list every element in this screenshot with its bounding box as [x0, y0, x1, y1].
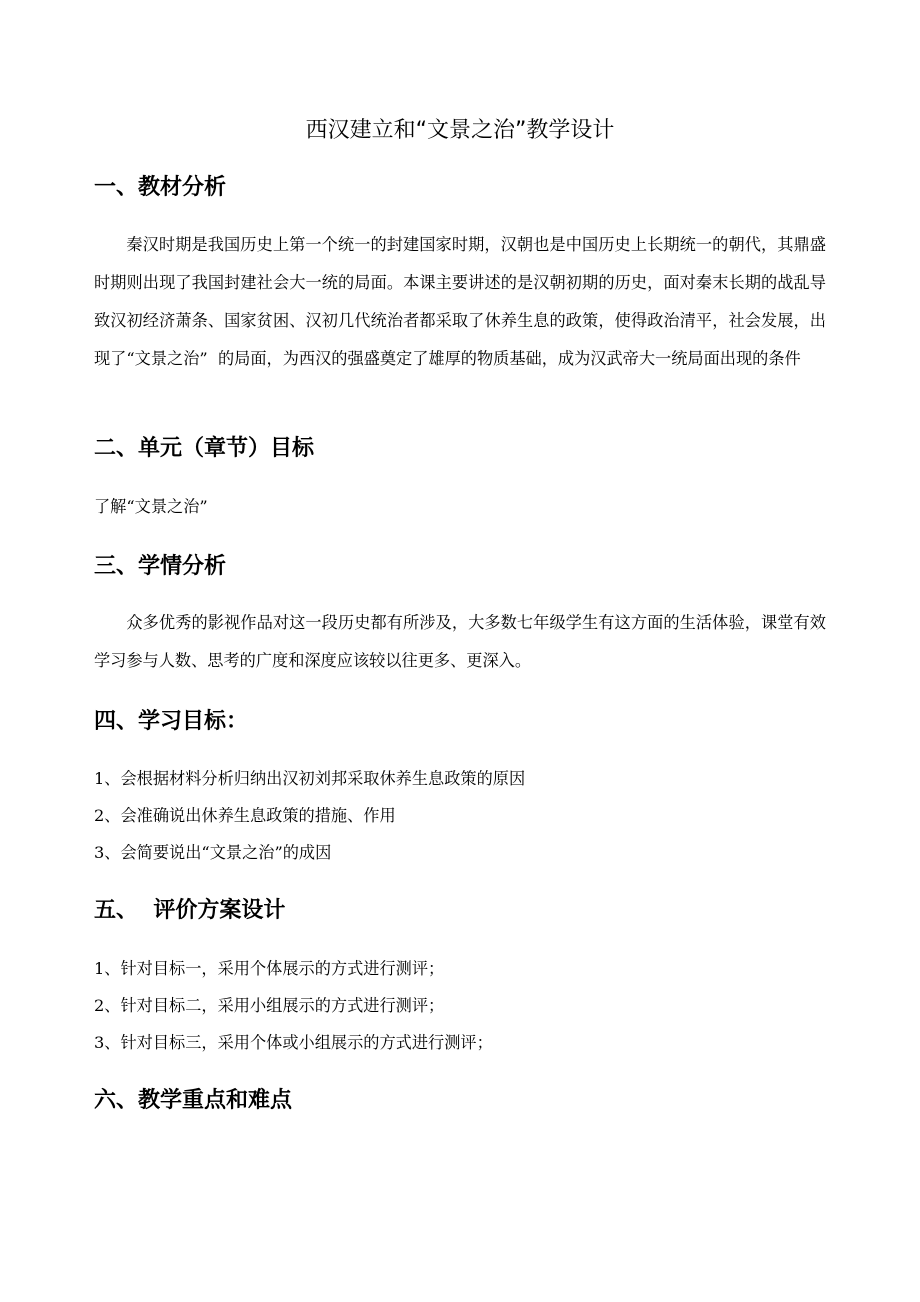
objective-line-1: 1、会根据材料分析归纳出汉初刘邦采取休养生息政策的原因: [94, 769, 526, 788]
assessment-line-2: 2、针对目标二，采用小组展示的方式进行测评；: [94, 996, 445, 1015]
section-paragraph-learner-analysis: 众多优秀的影视作品对这一段历史都有所涉及，大多数七年级学生有这方面的生活体验，课堂有效学习参与人数、思考的广度和深度应该较以往更多、更深入。: [94, 613, 826, 670]
section-heading-assessment-design: 五、 评价方案设计: [94, 898, 286, 923]
section-heading-unit-goals: 二、单元（章节）目标: [94, 436, 315, 461]
assessment-line-3: 3、针对目标三，采用个体或小组展示的方式进行测评；: [94, 1033, 493, 1052]
section-paragraph-textbook-analysis: 秦汉时期是我国历史上第一个统一的封建国家时期，汉朝也是中国历史上长期统一的朝代，其鼎盛时期则出现了我国封建社会大一统的局面。本课主要讲述的是汉朝初期的历史，面对秦末长期的战乱导致汉初经济萧条、国家贫困、汉初几代统治者都采取了休养生息的政策，使得政治清平，社会发展，出现了“文景之治” 的局面，为西汉的强盛奠定了雄厚的物质基础，成为汉武帝大一统局面出现的条件: [94, 235, 826, 368]
section-heading-key-points: 六、教学重点和难点: [94, 1088, 293, 1113]
section-heading-learner-analysis: 三、学情分析: [94, 554, 227, 579]
unit-goal-line: 了解“文景之治”: [94, 497, 208, 516]
objective-line-2: 2、会准确说出休养生息政策的措施、作用: [94, 806, 396, 825]
document-title: 西汉建立和“文景之治”教学设计: [305, 118, 615, 143]
section-heading-learning-objectives: 四、学习目标：: [94, 709, 249, 734]
assessment-line-1: 1、针对目标一，采用个体展示的方式进行测评；: [94, 959, 445, 978]
section-heading-textbook-analysis: 一、教材分析: [94, 175, 227, 200]
objective-line-3: 3、会简要说出“文景之治”的成因: [94, 843, 332, 862]
